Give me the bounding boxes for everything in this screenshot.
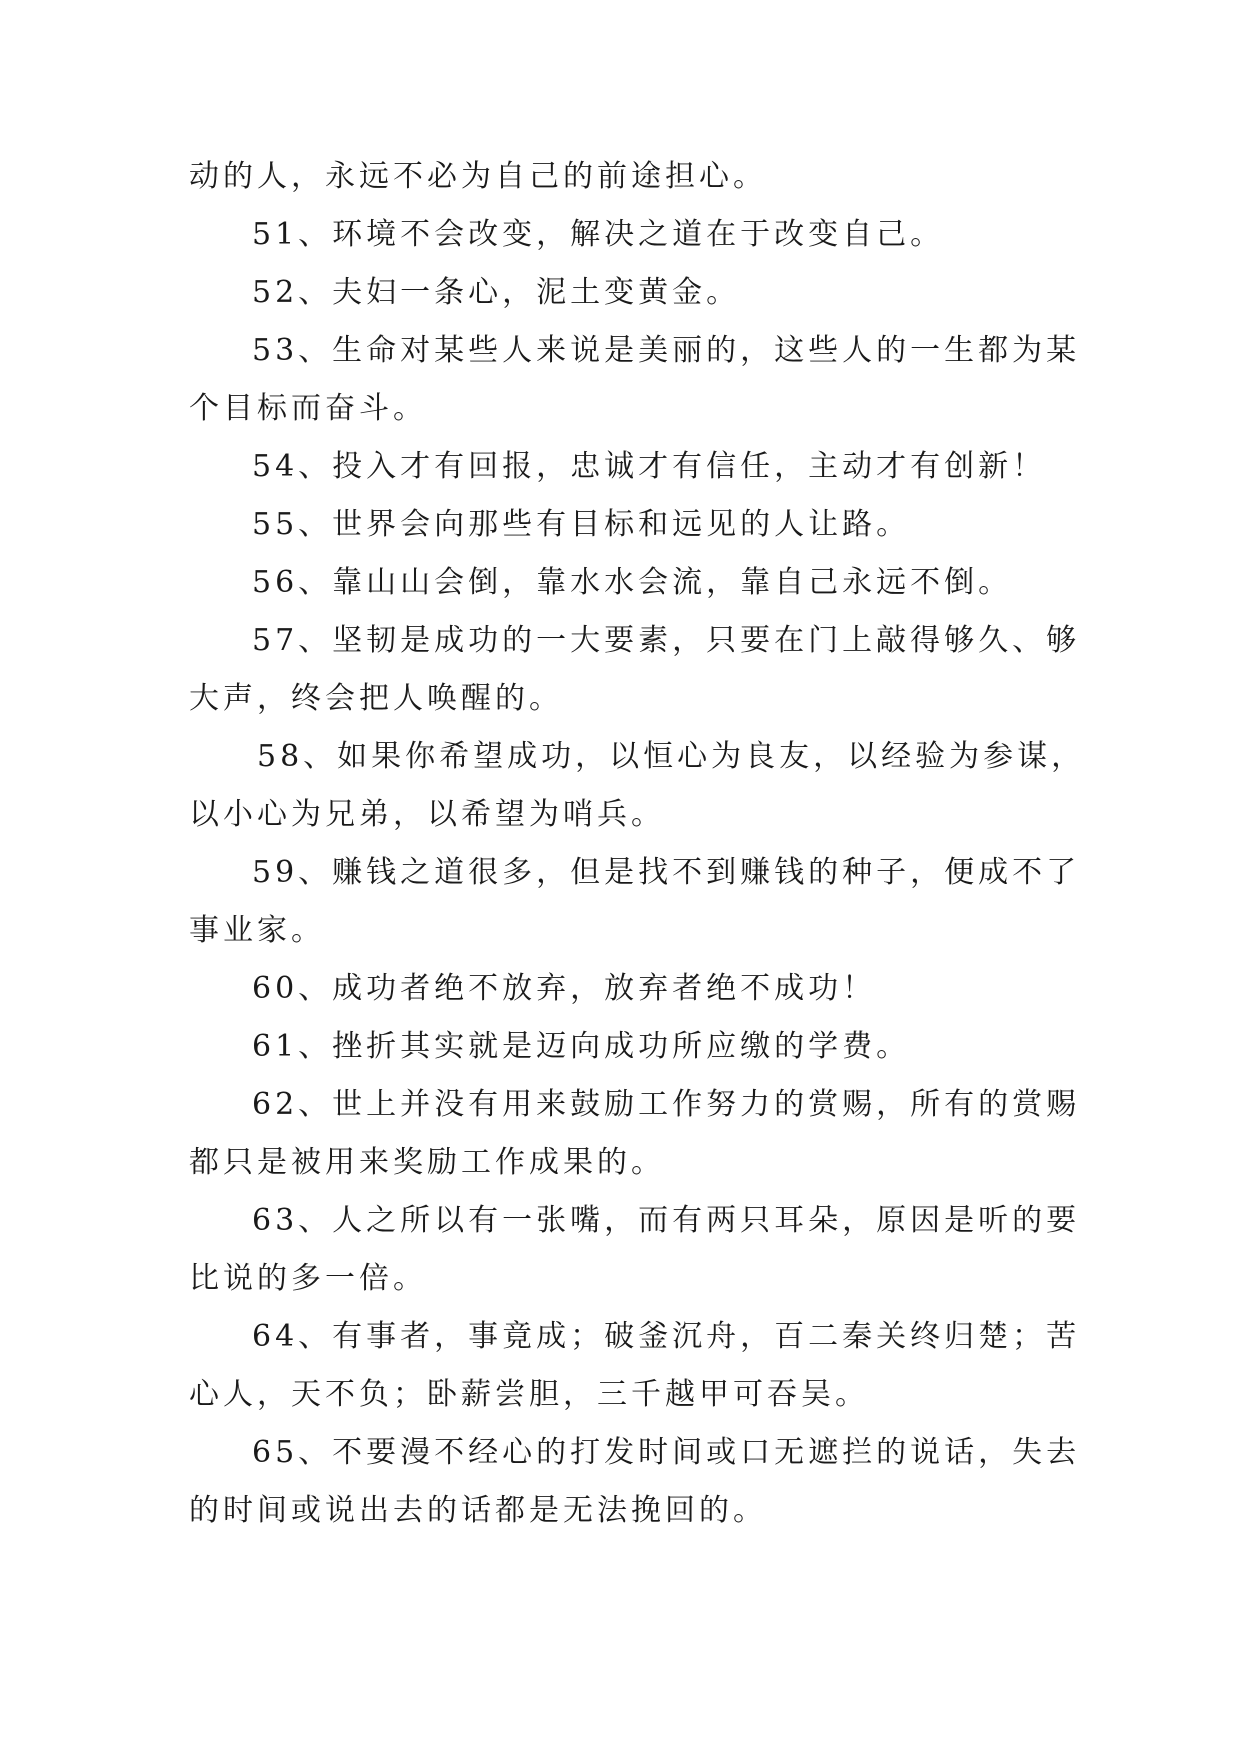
text-line: 动的人，永远不必为自己的前途担心。 <box>189 159 767 194</box>
text-line: 55、世界会向那些有目标和远见的人让路。 <box>252 507 911 542</box>
paragraph-57 <box>189 623 1081 739</box>
paragraph-55 <box>189 507 1059 565</box>
text-line: 65、不要漫不经心的打发时间或口无遮拦的说话，失去 <box>252 1435 1081 1470</box>
text-line: 心人，天不负；卧薪尝胆，三千越甲可吞吴。 <box>189 1377 869 1412</box>
paragraph-56 <box>189 565 1059 623</box>
text-line: 63、人之所以有一张嘴，而有两只耳朵，原因是听的要 <box>252 1203 1081 1238</box>
text-line: 都只是被用来奖励工作成果的。 <box>189 1145 665 1180</box>
text-line: 大声，终会把人唤醒的。 <box>189 681 563 716</box>
text-line: 59、赚钱之道很多，但是找不到赚钱的种子，便成不了 <box>252 855 1081 890</box>
paragraph-61 <box>189 1029 1059 1087</box>
paragraph-51 <box>189 217 1059 275</box>
text-line: 60、成功者绝不放弃，放弃者绝不成功！ <box>252 971 877 1006</box>
paragraph-58 <box>189 739 1086 855</box>
paragraph-59 <box>189 855 1081 971</box>
text-line: 58、如果你希望成功，以恒心为良友，以经验为参谋， <box>257 739 1086 774</box>
text-line: 51、环境不会改变，解决之道在于改变自己。 <box>252 217 945 252</box>
text-line: 比说的多一倍。 <box>189 1261 427 1296</box>
paragraph-60 <box>189 971 1059 1029</box>
text-line: 61、挫折其实就是迈向成功所应缴的学费。 <box>252 1029 911 1064</box>
text-line: 事业家。 <box>189 913 325 948</box>
document-body <box>189 159 1086 1551</box>
paragraph-65 <box>189 1435 1081 1551</box>
text-line: 个目标而奋斗。 <box>189 391 427 426</box>
paragraph-54 <box>189 449 1059 507</box>
text-line: 53、生命对某些人来说是美丽的，这些人的一生都为某 <box>252 333 1081 368</box>
paragraph-52 <box>189 275 1059 333</box>
paragraph-62 <box>189 1087 1081 1203</box>
text-line: 52、夫妇一条心，泥土变黄金。 <box>252 275 741 310</box>
text-line: 54、投入才有回报，忠诚才有信任，主动才有创新！ <box>252 449 1047 484</box>
text-line: 57、坚韧是成功的一大要素，只要在门上敲得够久、够 <box>252 623 1081 658</box>
paragraph-63 <box>189 1203 1081 1319</box>
paragraph-50-tail <box>189 159 1059 217</box>
text-line: 62、世上并没有用来鼓励工作努力的赏赐，所有的赏赐 <box>252 1087 1081 1122</box>
text-line: 56、靠山山会倒，靠水水会流，靠自己永远不倒。 <box>252 565 1013 600</box>
text-line: 以小心为兄弟，以希望为哨兵。 <box>189 797 665 832</box>
text-line: 64、有事者，事竟成；破釜沉舟，百二秦关终归楚；苦 <box>252 1319 1081 1354</box>
paragraph-64 <box>189 1319 1081 1435</box>
text-line: 的时间或说出去的话都是无法挽回的。 <box>189 1493 767 1528</box>
paragraph-53 <box>189 333 1081 449</box>
